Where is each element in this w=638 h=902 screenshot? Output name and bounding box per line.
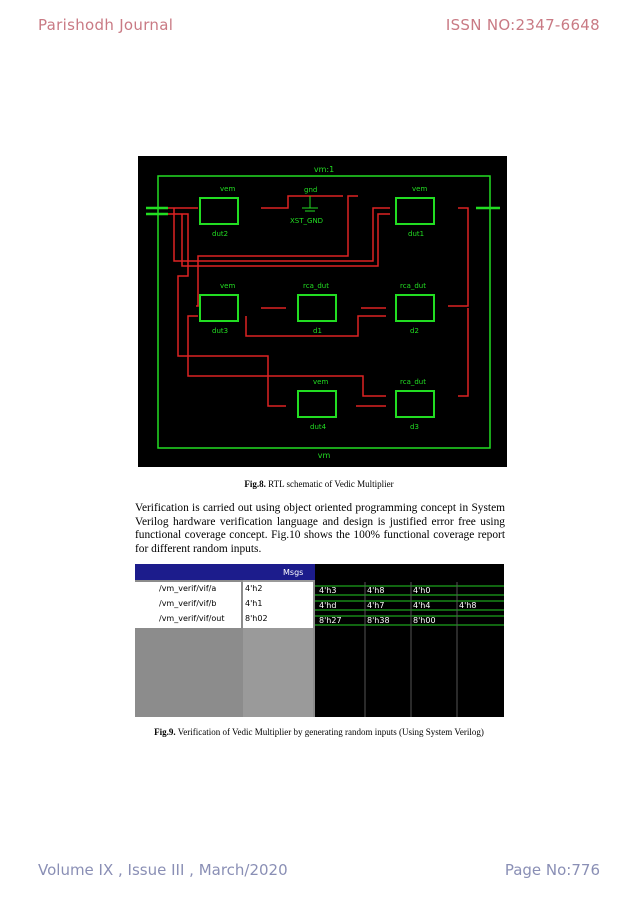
signal-name-b: /vm_verif/vif/b [159,599,217,608]
svg-text:dut1: dut1 [408,230,425,238]
wave-b-1: 4'h7 [367,601,385,610]
svg-text:dut4: dut4 [310,423,327,431]
page-number: Page No:776 [504,861,600,879]
block-d3 [396,378,434,431]
journal-name: Parishodh Journal [38,16,174,34]
wave-b-0: 4'hd [319,601,337,610]
outer-label-bottom: vm [317,451,331,460]
wave-a-0: 4'h3 [319,586,337,595]
volume-info: Volume IX , Issue III , March/2020 [38,861,288,879]
svg-text:d3: d3 [410,423,419,431]
svg-text:vem: vem [412,185,428,193]
svg-text:rca_dut: rca_dut [400,378,426,386]
svg-text:d2: d2 [410,327,419,335]
wave-out-0: 8'h27 [319,616,342,625]
svg-text:vem: vem [313,378,329,386]
block-dut4 [298,378,336,431]
svg-text:vem: vem [220,282,236,290]
gnd-label: gnd [304,186,318,194]
block-d1 [298,282,336,335]
svg-text:rca_dut: rca_dut [303,282,329,290]
svg-text:d1: d1 [313,327,322,335]
red-wires [168,196,468,406]
fig8-caption: Fig.8. RTL schematic of Vedic Multiplier [244,479,394,489]
issn-number: ISSN NO:2347-6648 [445,16,600,34]
fig9-caption: Fig.9. Verification of Vedic Multiplier by generating random inputs (Using System Verilog) [154,727,484,737]
block-dut1 [396,185,434,238]
signal-name-a: /vm_verif/vif/a [159,584,217,593]
wave-out-1: 8'h38 [367,616,390,625]
signal-name-out: /vm_verif/vif/out [159,614,225,623]
block-d2 [396,282,434,335]
outer-label-top: vm:1 [313,165,335,174]
signal-value-a: 4'h2 [245,584,263,593]
block-dut2 [200,185,238,238]
signal-value-out: 8'h02 [245,614,268,623]
xst-gnd-label: XST_GND [290,217,324,225]
waveform-viewer [135,564,504,717]
svg-text:vem: vem [220,185,236,193]
rtl-schematic-figure [138,156,507,467]
outer-module-frame [158,176,490,448]
wave-b-3: 4'h8 [459,601,477,610]
body-paragraph: Verification is carried out using object oriented programming concept in System Verilog hardware verification language and design is justified error free using functional coverage concept. Fig.10 shows the 100% functional coverage report for different random inputs. [135,502,505,555]
svg-text:rca_dut: rca_dut [400,282,426,290]
wave-out-2: 8'h00 [413,616,436,625]
svg-text:dut2: dut2 [212,230,229,238]
wave-b-2: 4'h4 [413,601,431,610]
wave-a-1: 4'h8 [367,586,385,595]
msgs-header: Msgs [283,568,304,577]
block-dut3 [200,282,238,335]
wave-a-2: 4'h0 [413,586,431,595]
svg-text:dut3: dut3 [212,327,229,335]
signal-value-b: 4'h1 [245,599,263,608]
